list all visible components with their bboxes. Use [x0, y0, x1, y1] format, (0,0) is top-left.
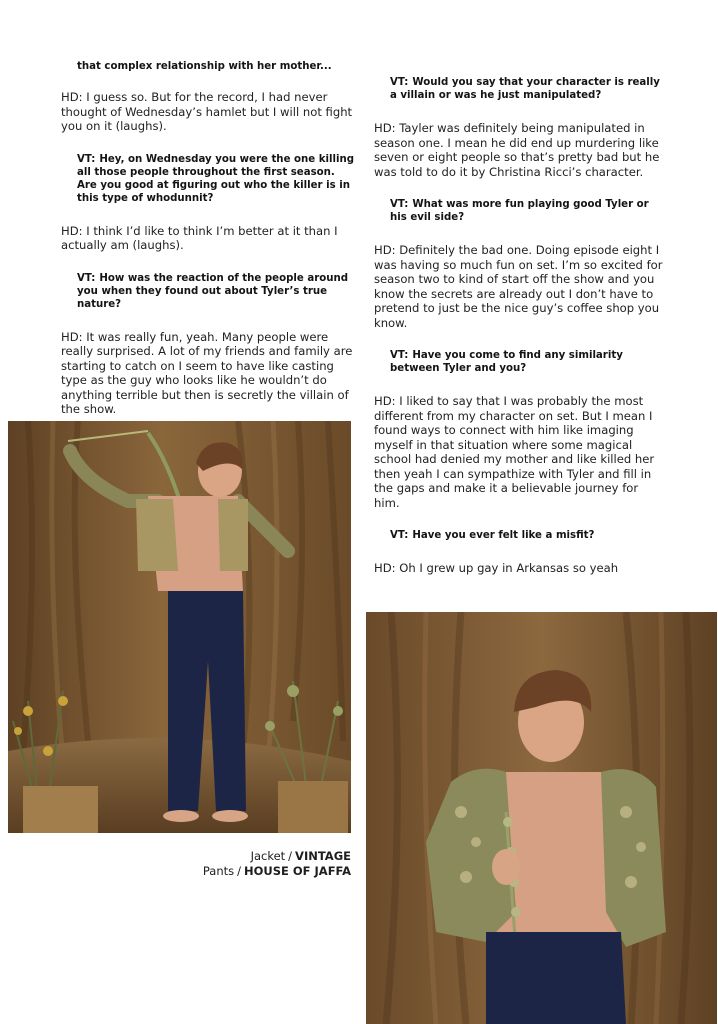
- answer-text: HD: I guess so. But for the record, I had never thought of Wednesday’s hamlet but I will not fight you on it (laughs).: [61, 90, 353, 133]
- clothing-credits: [203, 849, 351, 878]
- photo-illustration: [366, 612, 717, 1024]
- interview-column-left: [61, 60, 357, 436]
- question-text: VT: Have you ever felt like a misfit?: [390, 530, 595, 541]
- answer-text: HD: Definitely the bad one. Doing episode eight I was having so much fun on set. I’m so excited for season two to kind of start off the show and you know the secrets are already out I don’t have to pretend to just be the nice guy’s coffee shop you know.: [374, 243, 663, 330]
- photo-closeup-portrait: [366, 612, 717, 1024]
- photo-full-length-portrait: [8, 421, 351, 833]
- question-text: VT: Would you say that your character is really a villain or was he just manipulated?: [390, 77, 660, 101]
- answer-text: HD: Oh I grew up gay in Arkansas so yeah: [374, 561, 619, 575]
- question-text: that complex relationship with her mother...: [77, 61, 332, 72]
- answer-text: HD: It was really fun, yeah. Many people were really surprised. A lot of my friends and family are starting to catch on I seem to have like casting type as the guy who looks like he wouldn’t do anything terrible but then is secretly the villain of the show.: [61, 329, 353, 416]
- question-text: VT: Have you come to find any similarity between Tyler and you?: [390, 350, 623, 374]
- interview-column-right: [374, 76, 666, 595]
- answer-text: HD: I think I’d like to think I’m better at it than I actually am (laughs).: [61, 223, 338, 252]
- question-text: VT: What was more fun playing good Tyler or his evil side?: [390, 199, 649, 223]
- credit-pants: Pants / HOUSE OF JAFFA: [202, 863, 351, 878]
- credit-jacket: Jacket / VINTAGE: [250, 849, 351, 863]
- photo-illustration: [8, 421, 351, 833]
- question-text: VT: Hey, on Wednesday you were the one killing all those people throughout the first season. Are you good at figuring out who the killer is in this type of whodunnit?: [77, 153, 355, 204]
- answer-text: HD: I liked to say that I was probably the most different from my character on set. But I mean I found ways to connect with him like imaging myself in that situation where some magical school had denied my mother and like killed her then yeah I can sympathize with Tyler and fill in the gaps and make it a believable journey for him.: [374, 394, 655, 510]
- question-text: VT: How was the reaction of the people around you when they found out about Tyler’s true nature?: [77, 272, 349, 310]
- answer-text: HD: Tayler was definitely being manipulated in season one. I mean he did end up murdering like seven or eight people so that’s pretty bad but he was told to do it by Christina Ricci’s character.: [374, 121, 660, 179]
